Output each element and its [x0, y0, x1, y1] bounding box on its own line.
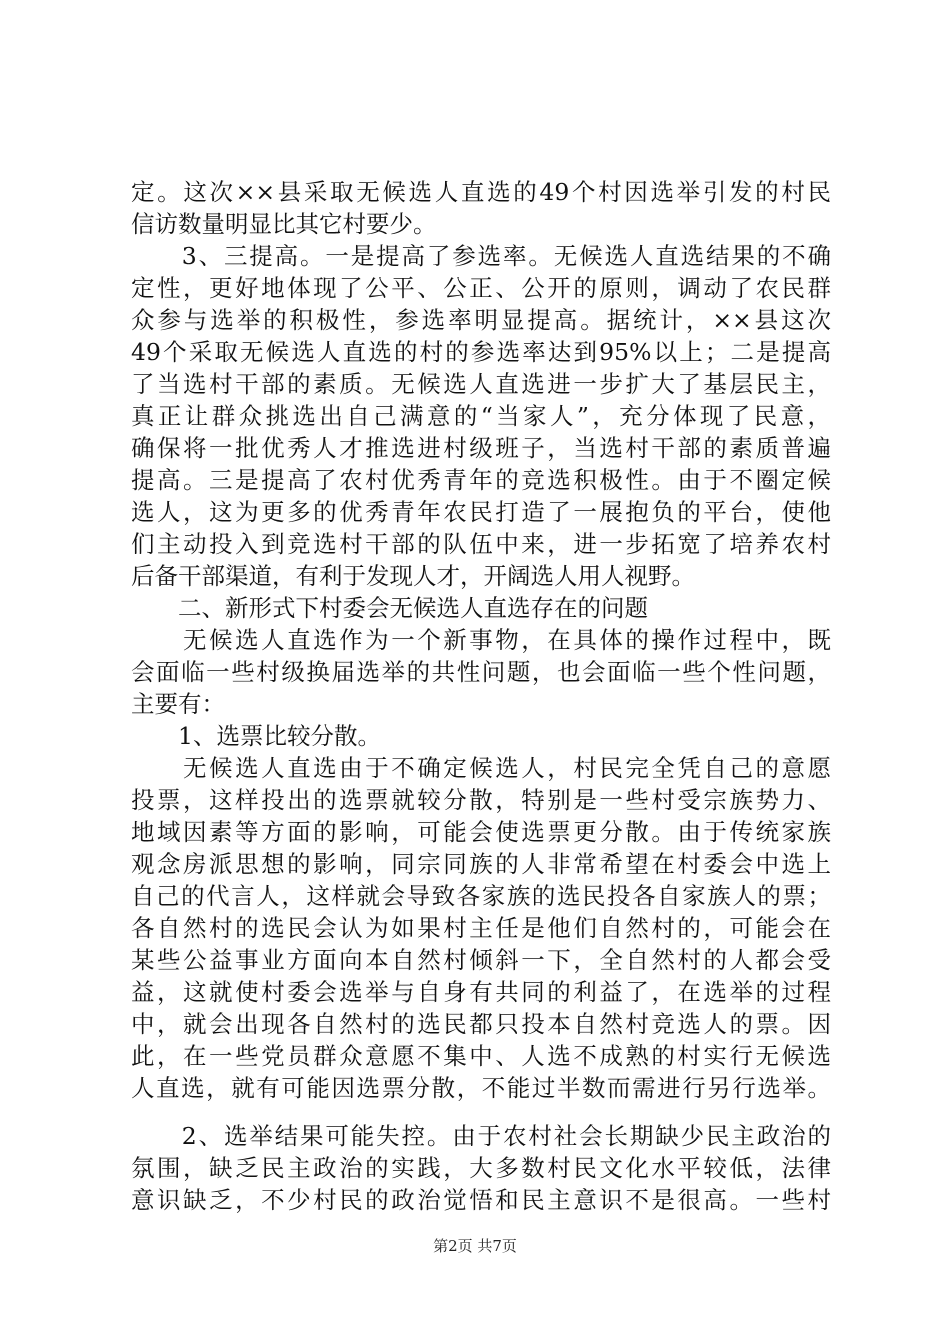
text-line: 自己的代言人，这样就会导致各家族的选民投各自家族人的票；: [131, 882, 831, 910]
text-line: 49个采取无候选人直选的村的参选率达到95%以上；二是提高: [131, 338, 831, 366]
text-line: 此，在一些党员群众意愿不集中、人选不成熟的村实行无候选: [131, 1042, 831, 1070]
subsection-heading: 1、选票比较分散。: [131, 722, 381, 750]
text-line: 观念房派思想的影响，同宗同族的人非常希望在村委会中选上: [131, 850, 831, 878]
text-line: 投票，这样投出的选票就较分散，特别是一些村受宗族势力、: [131, 786, 831, 814]
text-line: 信访数量明显比其它村要少。: [131, 210, 437, 238]
text-line: 主要有：: [131, 690, 225, 718]
text-line: 定性，更好地体现了公平、公正、公开的原则，调动了农民群: [131, 274, 831, 302]
text-line: 各自然村的选民会认为如果村主任是他们自然村的，可能会在: [131, 914, 831, 942]
text-line: 了当选村干部的素质。无候选人直选进一步扩大了基层民主，: [131, 370, 831, 398]
section-heading: 二、新形式下村委会无候选人直选存在的问题: [131, 594, 648, 622]
text-line: 地域因素等方面的影响，可能会使选票更分散。由于传统家族: [131, 818, 831, 846]
text-line: 后备干部渠道，有利于发现人才，开阔选人用人视野。: [131, 562, 695, 590]
text-line: 真正让群众挑选出自己满意的“当家人”，充分体现了民意，: [131, 402, 831, 430]
text-line: 会面临一些村级换届选举的共性问题，也会面临一些个性问题，: [131, 658, 831, 686]
text-line: 确保将一批优秀人才推选进村级班子，当选村干部的素质普遍: [131, 434, 831, 462]
text-line: 定。这次××县采取无候选人直选的49个村因选举引发的村民: [131, 178, 831, 206]
text-line: 2、选举结果可能失控。由于农村社会长期缺少民主政治的: [131, 1122, 831, 1150]
text-line: 无候选人直选由于不确定候选人，村民完全凭自己的意愿: [131, 754, 831, 782]
text-line: 意识缺乏，不少村民的政治觉悟和民主意识不是很高。一些村: [131, 1186, 831, 1214]
text-line: 氛围，缺乏民主政治的实践，大多数村民文化水平较低，法律: [131, 1154, 831, 1182]
text-line: 提高。三是提高了农村优秀青年的竞选积极性。由于不圈定候: [131, 466, 831, 494]
text-line: 益，这就使村委会选举与自身有共同的利益了，在选举的过程: [131, 978, 831, 1006]
text-line: 中，就会出现各自然村的选民都只投本自然村竞选人的票。因: [131, 1010, 831, 1038]
text-line: 人直选，就有可能因选票分散，不能过半数而需进行另行选举。: [131, 1074, 831, 1102]
text-line: 选人，这为更多的优秀青年农民打造了一展抱负的平台，使他: [131, 498, 831, 526]
text-line: 们主动投入到竞选村干部的队伍中来，进一步拓宽了培养农村: [131, 530, 831, 558]
text-line: 无候选人直选作为一个新事物，在具体的操作过程中，既: [131, 626, 831, 654]
text-line: 3、三提高。一是提高了参选率。无候选人直选结果的不确: [131, 242, 831, 270]
text-line: 众参与选举的积极性，参选率明显提高。据统计，××县这次: [131, 306, 831, 334]
page-number-footer: 第2页 共7页: [433, 1237, 517, 1255]
text-line: 某些公益事业方面向本自然村倾斜一下，全自然村的人都会受: [131, 946, 831, 974]
